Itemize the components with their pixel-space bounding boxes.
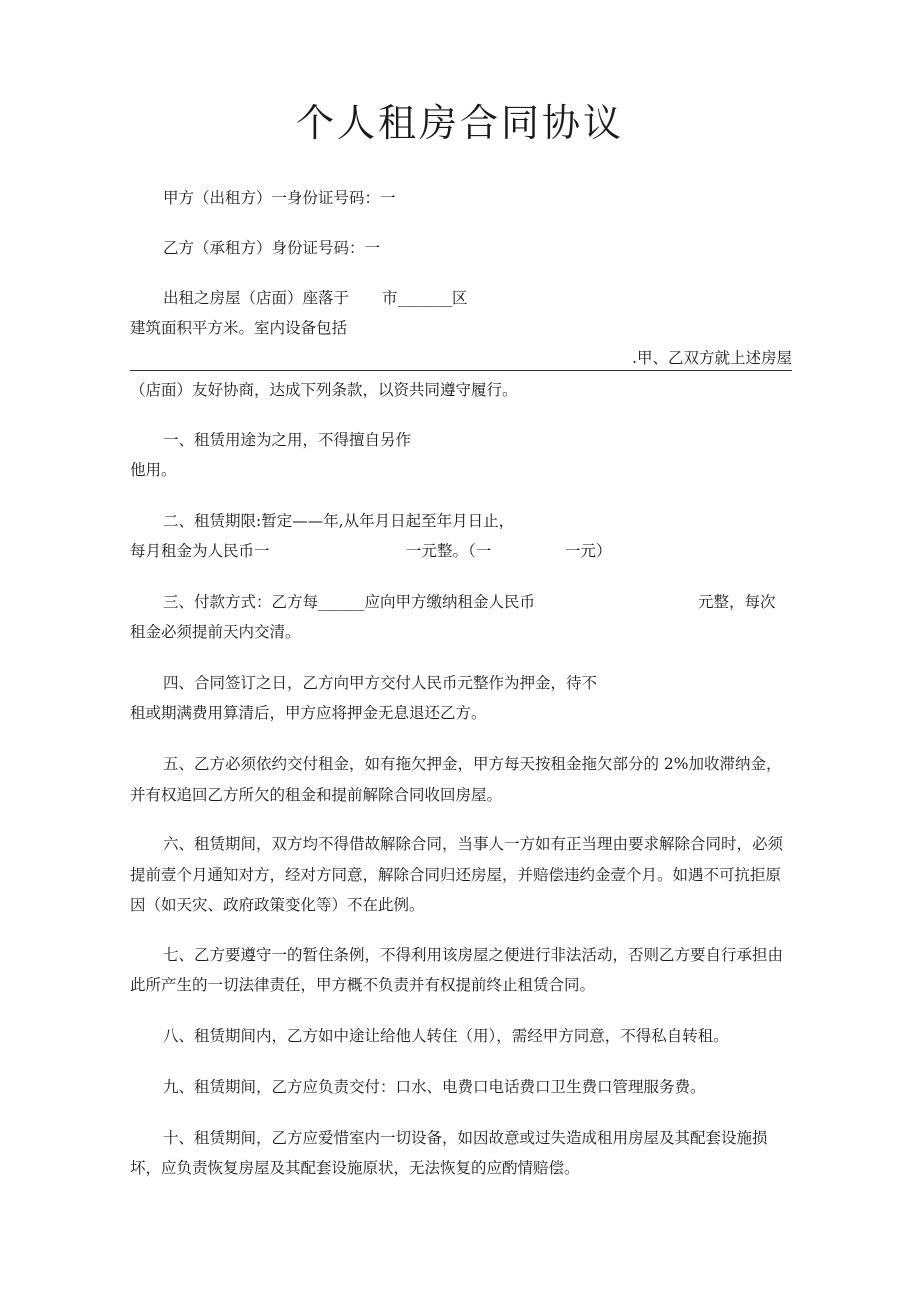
clause-7-line-1: 七、乙方要遵守一的暂住条例，不得利用该房屋之便进行非法活动，否则乙方要自行承担由 [163, 946, 784, 964]
clause-5-line-1: 五、乙方必须依约交付租金，如有拖欠押金，甲方每天按租金拖欠部分的 2%加收滞纳金， [163, 755, 782, 773]
clause-9: 九、租赁期间，乙方应负责交付：口水、电费口电话费口卫生费口管理服务费。 [163, 1078, 706, 1096]
location-line-1-a: 出租之房屋（店面）座落于 [163, 289, 350, 307]
clause-10-line-1: 十、租赁期间，乙方应爱惜室内一切设备，如因故意或过失造成租用房屋及其配套设施损 [163, 1129, 768, 1147]
clause-1-line-1: 一、租赁用途为之用，不得擅自另作 [163, 431, 412, 449]
location-line-2: 建筑面积平方米。室内设备包括 [130, 319, 348, 337]
clause-4-line-2: 租或期满费用算清后，甲方应将押金无息退还乙方。 [130, 704, 487, 722]
clause-4-line-1: 四、合同签订之日，乙方向甲方交付人民币元整作为押金，待不 [163, 674, 598, 692]
clause-6-line-1: 六、租赁期间，双方均不得借故解除合同，当事人一方如有正当理由要求解除合同时，必须 [163, 835, 784, 853]
party-a-line: 甲方（出租方）一身份证号码：一 [163, 189, 396, 207]
clause-3-line-2: 租金必须提前天内交清。 [130, 623, 301, 641]
location-blank: _______ [398, 289, 453, 307]
clause-7-line-2: 此所产生的一切法律责任，甲方概不负责并有权提前终止租赁合同。 [130, 976, 596, 994]
location-line-4: （店面）友好协商，达成下列条款，以资共同遵守履行。 [130, 381, 518, 399]
clause-5-line-2: 并有权追回乙方所欠的租金和提前解除合同收回房屋。 [130, 786, 503, 804]
location-line-1-c: 区 [452, 289, 468, 307]
clause-2-line-2-a: 每月租金为人民币一 [130, 542, 270, 560]
clause-1-line-2: 他用。 [130, 461, 177, 479]
clause-2-line-2-c: 一元） [565, 542, 612, 560]
clause-6-line-2: 提前壹个月通知对方，经对方同意，解除合同归还房屋，并赔偿违约金壹个月。如遇不可抗拒原 [130, 866, 782, 884]
location-line-3: .甲、乙双方就上述房屋 [632, 349, 792, 367]
equipment-underline [130, 370, 792, 371]
page-title: 个人租房合同协议 [295, 101, 624, 145]
clause-2-line-1: 二、租赁期限:暂定——年,从年月日起至年月日止， [163, 512, 515, 530]
location-line-1-b: 市 [382, 289, 398, 307]
clause-6-line-3: 因（如天灾、政府政策变化等）不在此例。 [130, 896, 425, 914]
clause-10-line-2: 坏，应负责恢复房屋及其配套设施原状，无法恢复的应酌情赔偿。 [130, 1159, 580, 1177]
clause-3-line-1-a: 三、付款方式：乙方每______应向甲方缴纳租金人民币 [163, 593, 536, 611]
clause-2-line-2-b: 一元整。（一 [406, 542, 492, 560]
party-b-line: 乙方（承租方）身份证号码：一 [163, 239, 381, 257]
clause-8: 八、租赁期间内，乙方如中途让给他人转住（用），需经甲方同意，不得私自转租。 [163, 1027, 729, 1045]
clause-3-line-1-b: 元整，每次 [698, 593, 776, 611]
